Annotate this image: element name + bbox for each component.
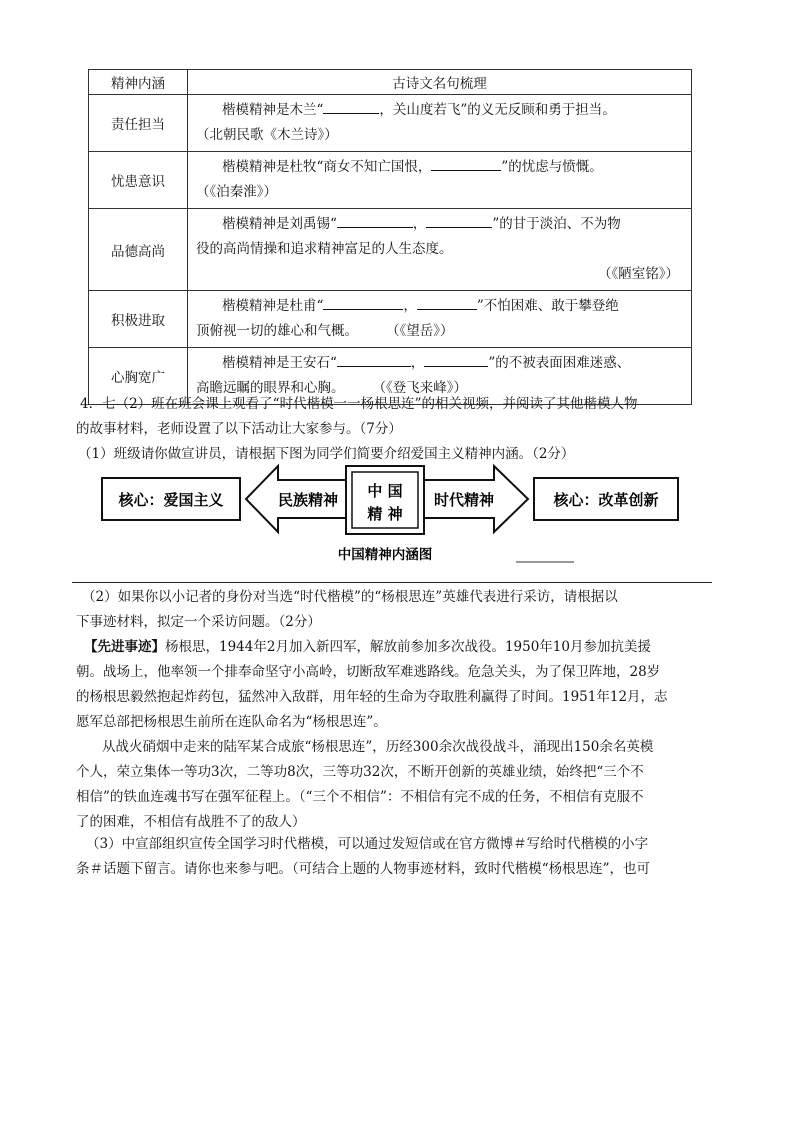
material-text: 杨根思，1944年2月加入新四军，解放前参加多次战役。1950年10月参加抗美援 xyxy=(165,639,651,655)
fill-blank[interactable] xyxy=(337,213,413,228)
national-spirit-label: 民族精神 xyxy=(277,491,339,509)
question-text: 下事迹材料，拟定一个采访问题。（2分） xyxy=(76,614,321,630)
row-content xyxy=(188,95,692,152)
header-poems: 古诗文名句梳理 xyxy=(188,70,692,95)
table-row xyxy=(89,291,692,348)
center-box xyxy=(346,466,424,534)
material-text: 朝。战场上，他率领一个排奉命坚守小高岭，切断敌军难逃路线。危急关头，为了保卫阵地，28岁 xyxy=(76,664,661,680)
question-text: 条＃话题下留言。请你也来参与吧。（可结合上题的人物事迹材料，致时代楷模“杨根思连”，也可 xyxy=(76,861,651,877)
question-text: 4．七（2）班在班会课上观看了“时代楷模一一杨根思连”的相关视频，并阅读了其他楷模人物 xyxy=(80,396,638,412)
row-source: （北朝民歌《木兰诗》） xyxy=(196,127,338,143)
center-label-2: 精 神 xyxy=(367,505,403,523)
era-spirit-label: 时代精神 xyxy=(433,491,495,509)
row-text: 高瞻远瞩的眼界和心胸。 xyxy=(196,380,345,396)
material-text: 的杨根思毅然抱起炸药包，猛然冲入敌群，用年轻的生命为夺取胜利赢得了时间。1951年12月，志 xyxy=(76,689,668,705)
question-text: （3）中宣部组织宣传全国学习时代楷模，可以通过发短信或在官方微博＃写给时代楷模的小字 xyxy=(86,836,649,852)
table-header-row xyxy=(89,70,692,95)
row-content xyxy=(188,152,692,209)
row-source: （《陋室铭》） xyxy=(598,266,679,282)
row-text: ”不怕困难、敢于攀登绝 xyxy=(476,298,619,314)
divider-line xyxy=(72,582,712,583)
sub-question-1: （1）班级请你做宣讲员，请根据下图为同学们简要介绍爱国主义精神内涵。（2分） xyxy=(78,446,575,462)
material-label: 【先进事迹】 xyxy=(84,639,165,655)
row-text: 楷模精神是王安石“ xyxy=(222,355,337,371)
row-text: 楷模精神是刘禹锡“ xyxy=(222,216,337,232)
row-category: 品德高尚 xyxy=(89,209,188,291)
fill-blank[interactable] xyxy=(417,295,477,310)
material-text: 相信”的铁血连魂书写在强军征程上。（“三个不相信”：不相信有完不成的任务，不相信有克服不 xyxy=(76,789,644,805)
row-category: 责任担当 xyxy=(89,95,188,152)
row-text: ， xyxy=(412,216,427,232)
china-spirit-diagram xyxy=(96,462,696,574)
row-text: ”的不被表面困难迷惑、 xyxy=(488,355,631,371)
row-text: 楷模精神是杜牧“商女不知亡国恨， xyxy=(222,159,432,175)
material-text: 了的困难，不相信有战胜不了的敌人） xyxy=(76,814,306,830)
material-text: 从战火硝烟中走来的陆军某合成旅“杨根思连”，历经300余次战役战斗，涌现出150余名英模 xyxy=(102,739,654,755)
spirit-table xyxy=(88,69,692,405)
left-core-label: 核心：爱国主义 xyxy=(118,491,224,509)
question-text: （2）如果你以小记者的身份对当选“时代楷模”的“杨根思连”英雄代表进行采访，请根据以 xyxy=(82,589,618,605)
table-row xyxy=(89,95,692,152)
fill-blank[interactable] xyxy=(426,213,492,228)
table-row xyxy=(89,152,692,209)
fill-blank[interactable] xyxy=(424,352,488,367)
fill-blank[interactable] xyxy=(323,295,403,310)
row-content xyxy=(188,291,692,348)
row-text: ， xyxy=(403,298,417,314)
right-core-label: 核心：改革创新 xyxy=(553,491,659,509)
material-text: 个人，荣立集体一等功3次，二等功8次，三等功32次，不断开创新的英雄业绩，始终把“三个不 xyxy=(76,764,644,780)
fill-blank[interactable] xyxy=(337,352,411,367)
row-text: 楷模精神是杜甫“ xyxy=(222,298,324,314)
header-spirit: 精神内涵 xyxy=(89,70,188,95)
row-source: （《望岳》） xyxy=(386,323,454,339)
question-4 xyxy=(76,392,708,467)
row-text: ”的甘于淡泊、不为物 xyxy=(492,216,621,232)
fill-blank[interactable] xyxy=(323,99,379,114)
diagram-caption: 中国精神内涵图 xyxy=(337,547,433,563)
table-row xyxy=(89,209,692,291)
row-source: （《登飞来峰》） xyxy=(372,380,467,396)
question-4-3 xyxy=(76,832,708,882)
material-text: 愿军总部把杨根思生前所在连队命名为“杨根思连”。 xyxy=(76,714,387,730)
row-content xyxy=(188,209,692,291)
row-category: 积极进取 xyxy=(89,291,188,348)
center-label-1: 中 国 xyxy=(367,482,403,500)
row-text: ”的忧虑与愤慨。 xyxy=(501,159,603,175)
row-category: 心胸宽广 xyxy=(89,348,188,405)
row-text: 楷模精神是木兰“ xyxy=(222,102,324,118)
row-category: 忧患意识 xyxy=(89,152,188,209)
question-4-2 xyxy=(76,585,708,835)
row-text: 役的高尚情操和追求精神富足的人生态度。 xyxy=(196,241,453,257)
fill-blank[interactable] xyxy=(431,156,501,171)
question-text: 的故事材料，老师设置了以下活动让大家参与。（7分） xyxy=(76,421,402,437)
row-text: ，关山度若飞”的义无反顾和勇于担当。 xyxy=(379,102,616,118)
row-source: （《泊秦淮》） xyxy=(196,184,277,200)
row-text: 顶俯视一切的雄心和气概。 xyxy=(196,323,358,339)
row-text: ， xyxy=(410,355,425,371)
